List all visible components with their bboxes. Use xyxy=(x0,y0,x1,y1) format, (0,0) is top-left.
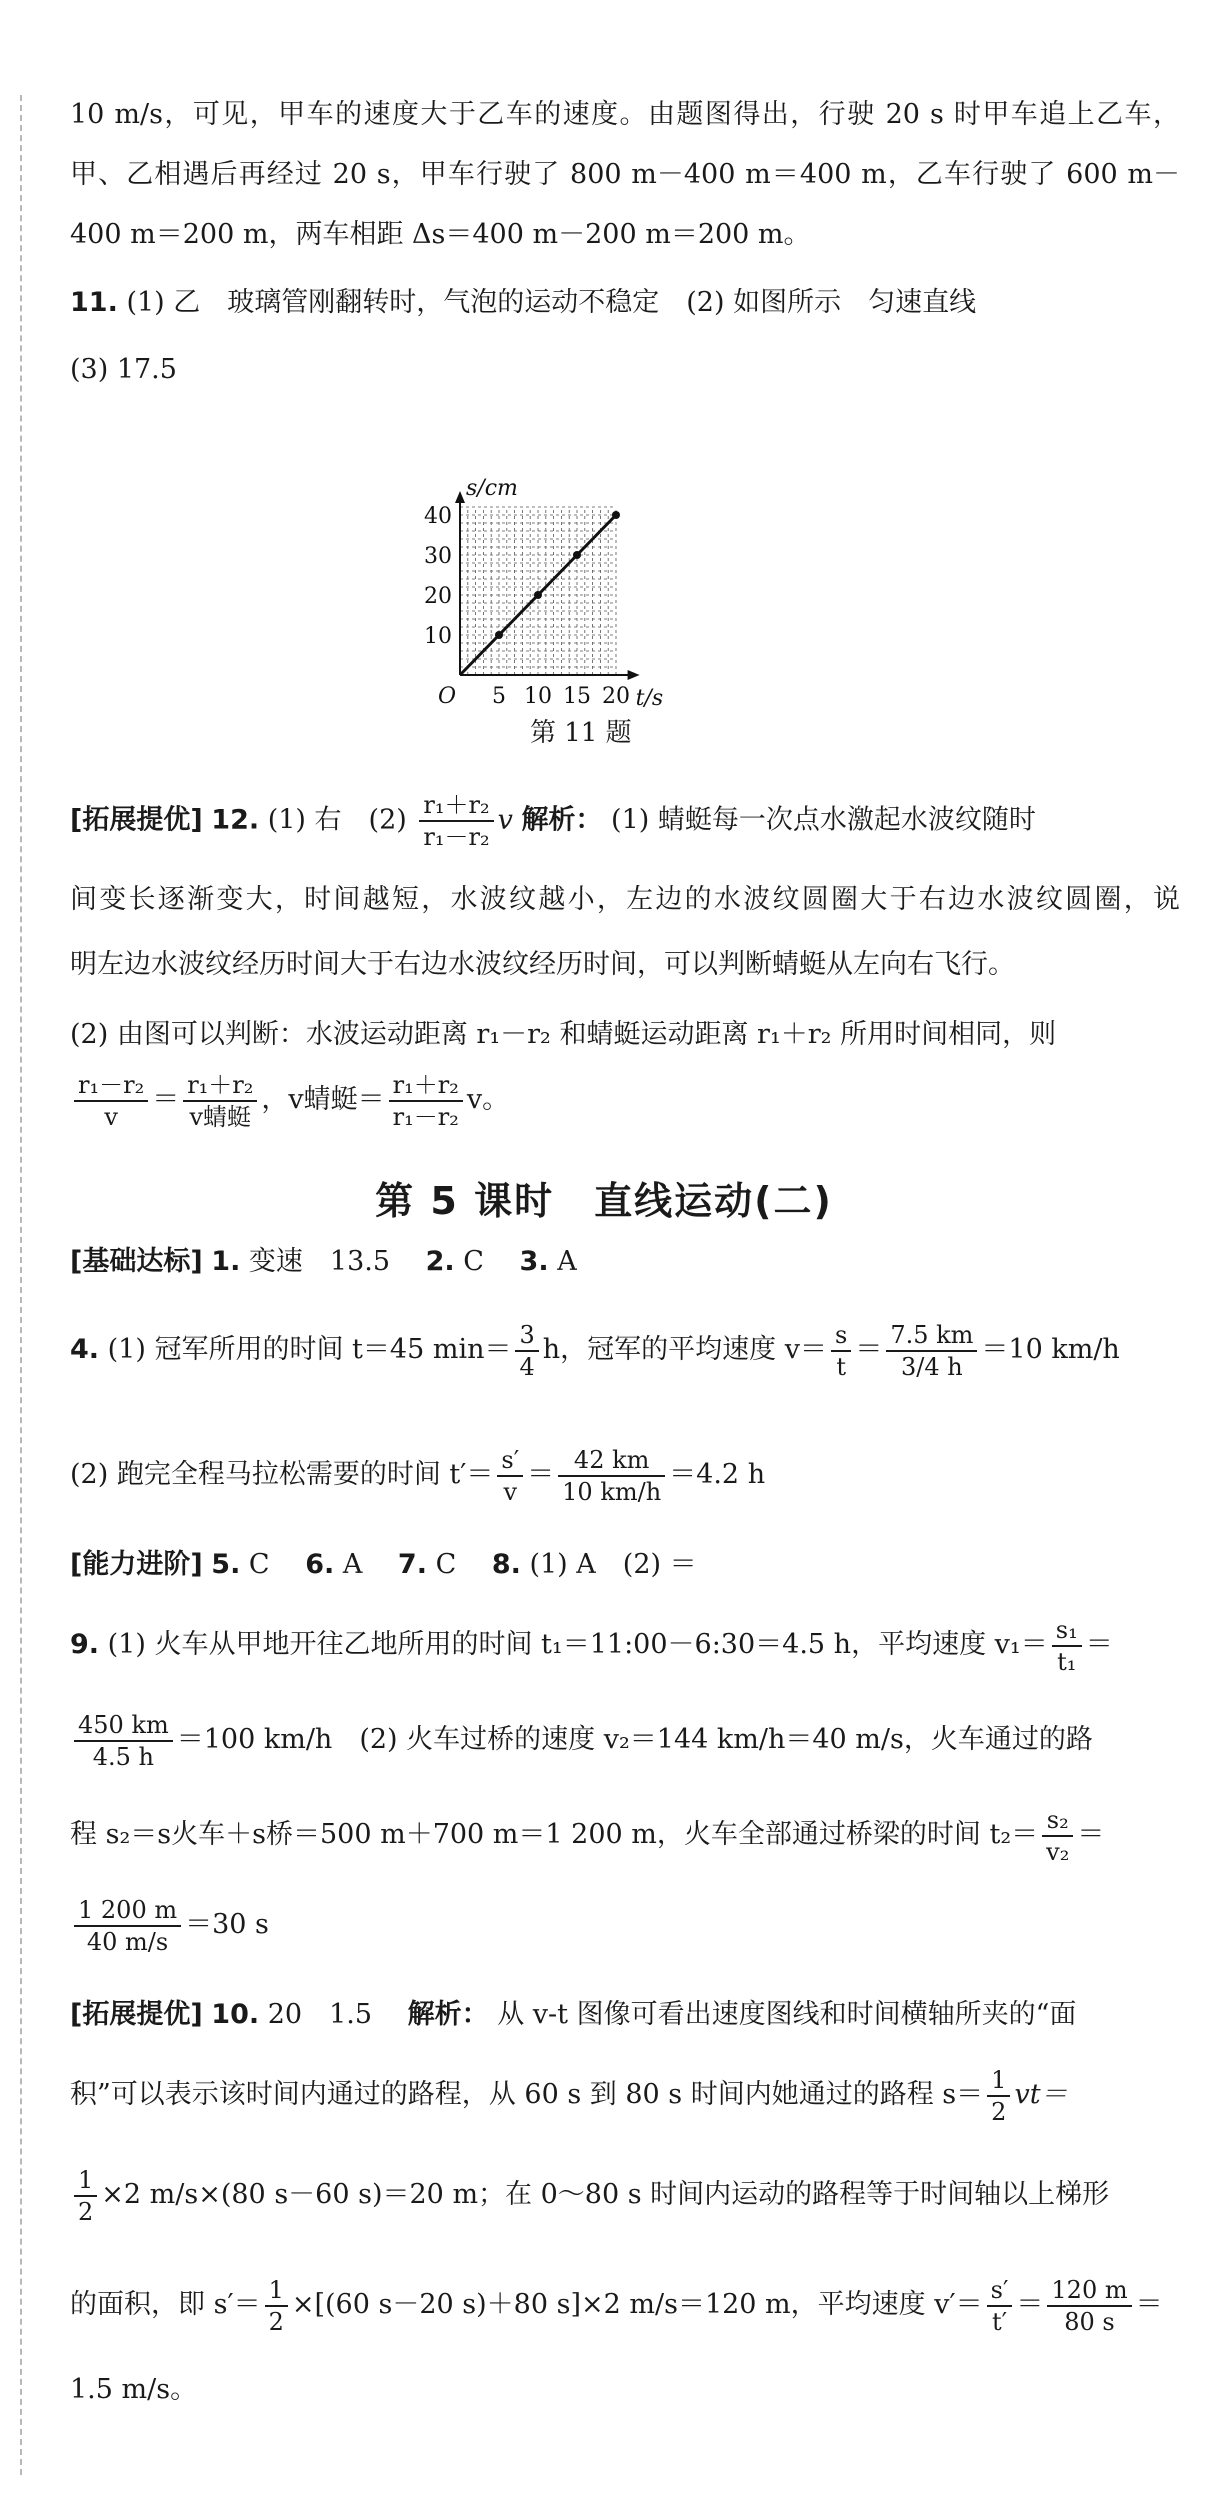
q9-part: 程 s₂＝s火车＋s桥＝500 m＋700 m＝1 200 m，火车全部通过桥梁的时间 t₂＝ xyxy=(70,1819,1039,1850)
q10-part: ×[(60 s－20 s)＋80 s]×2 m/s＝120 m，平均速度 v′＝ xyxy=(291,2289,983,2320)
answer: 变速 13.5 xyxy=(248,1246,418,1277)
origin-label: O xyxy=(438,684,457,709)
q4-part: h，冠军的平均速度 v＝ xyxy=(542,1334,827,1365)
section-tag: [基础达标] xyxy=(70,1246,203,1277)
fraction xyxy=(74,2165,97,2227)
fraction-denominator: v xyxy=(503,1477,518,1506)
fraction-numerator: 450 km xyxy=(74,1710,173,1742)
fraction-denominator: 2 xyxy=(78,2197,94,2226)
q9-part: ＝100 km/h (2) 火车过桥的速度 v₂＝144 km/h＝40 m/s，火车通过的路 xyxy=(176,1724,1093,1755)
data-point xyxy=(495,631,503,639)
fraction-numerator: r₁＋r₂ xyxy=(183,1070,257,1102)
y-tick-label: 40 xyxy=(424,504,452,529)
fraction-numerator: r₁＋r₂ xyxy=(419,790,493,822)
fraction xyxy=(831,1320,851,1382)
fraction-denominator: t₁ xyxy=(1057,1647,1077,1676)
text-line: (2) 由图可以判断：水波运动距离 r₁－r₂ 和蜻蜓运动距离 r₁＋r₂ 所用时间相同，则 xyxy=(70,1019,1057,1050)
fraction-denominator: t xyxy=(836,1352,846,1381)
section-tag: [能力进阶] xyxy=(70,1549,203,1580)
eq-sep: ，v蜻蜓＝ xyxy=(261,1084,385,1115)
text-line: 间变长逐渐变大，时间越短，水波纹越小，左边的水波纹圆圈大于右边水波纹圆圈，说 xyxy=(70,884,1180,915)
fraction xyxy=(419,790,493,852)
fraction xyxy=(497,1445,523,1507)
q4-line2 xyxy=(70,1440,1180,1510)
fraction xyxy=(987,2275,1013,2337)
eq-end: v。 xyxy=(466,1084,510,1115)
q12-equation xyxy=(70,1065,1180,1135)
q9-line4 xyxy=(70,1890,1180,1960)
fraction-numerator: s₂ xyxy=(1042,1805,1073,1837)
y-tick-label: 10 xyxy=(424,624,452,649)
x-axis-arrow xyxy=(628,670,640,680)
q11-line2: (3) 17.5 xyxy=(70,354,177,385)
fraction-numerator: 7.5 km xyxy=(886,1320,977,1352)
q10-line1 xyxy=(70,1995,1180,2035)
q9-line1 xyxy=(70,1610,1180,1680)
fraction-denominator: r₁－r₂ xyxy=(423,823,490,851)
equals: ＝ xyxy=(152,1084,180,1115)
fraction xyxy=(515,1320,538,1382)
equals: ＝ xyxy=(1016,2289,1044,2320)
q12-number: 12. xyxy=(211,804,260,836)
q10-line3 xyxy=(70,2160,1180,2230)
y-tick-label: 20 xyxy=(424,584,452,609)
fraction-denominator: 2 xyxy=(991,2097,1007,2126)
fraction xyxy=(74,1710,173,1772)
text-line: 400 m＝200 m，两车相距 Δs＝400 m－200 m＝200 m。 xyxy=(70,219,811,250)
fraction xyxy=(1052,1615,1082,1677)
fraction-denominator: 4.5 h xyxy=(92,1742,154,1771)
q9-part: (1) 火车从甲地开往乙地所用的时间 t₁＝11:00－6:30＝4.5 h，平均速度 v₁＝ xyxy=(107,1629,1048,1660)
section-tag: [拓展提优] xyxy=(70,1999,203,2030)
fraction-numerator: 3 xyxy=(515,1320,538,1352)
fraction-denominator: 4 xyxy=(519,1352,535,1381)
fraction-numerator: r₁＋r₂ xyxy=(389,1070,463,1102)
q-number: 5. xyxy=(211,1549,241,1580)
fraction xyxy=(265,2275,288,2337)
q11-number: 11. xyxy=(70,287,118,318)
fraction-denominator: 3/4 h xyxy=(901,1352,963,1381)
fraction-numerator: r₁－r₂ xyxy=(74,1070,148,1102)
x-tick-label: 20 xyxy=(602,684,630,709)
analysis-label: 解析： xyxy=(407,1999,489,2030)
q10-part: 的面积，即 s′＝ xyxy=(70,2289,261,2320)
q-number: 8. xyxy=(491,1549,521,1580)
fraction-numerator: s₁ xyxy=(1052,1615,1082,1647)
q4-part: ＝4.2 h xyxy=(669,1459,766,1490)
fraction-numerator: s′ xyxy=(987,2275,1013,2307)
q9-part: ＝30 s xyxy=(185,1909,269,1940)
ability-line xyxy=(70,1545,1180,1585)
q10-number: 10. xyxy=(211,1999,260,2030)
fraction-denominator: 40 m/s xyxy=(86,1927,169,1956)
q10-line2 xyxy=(70,2060,1180,2130)
text-line: 甲、乙相遇后再经过 20 s，甲车行驶了 800 m－400 m＝400 m，乙车行驶了 600 m－ xyxy=(70,159,1180,190)
q10-line5: 1.5 m/s。 xyxy=(70,2374,198,2405)
fraction-numerator: s′ xyxy=(497,1445,523,1477)
data-point xyxy=(534,591,542,599)
q9-line2 xyxy=(70,1705,1180,1775)
q-number: 7. xyxy=(397,1549,427,1580)
q9-line3 xyxy=(70,1800,1180,1870)
fraction xyxy=(886,1320,977,1382)
fraction-denominator: v xyxy=(104,1102,118,1131)
fraction-denominator: t′ xyxy=(991,2307,1008,2336)
q4-part: (2) 跑完全程马拉松需要的时间 t′＝ xyxy=(70,1459,494,1490)
q11-answer: (1) 乙 玻璃管刚翻转时，气泡的运动不稳定 (2) 如图所示 匀速直线 xyxy=(126,287,977,318)
fraction-denominator: v₂ xyxy=(1046,1837,1070,1866)
q10-part: 从 v-t 图像可看出速度图线和时间横轴所夹的“面 xyxy=(497,1999,1077,2030)
data-point xyxy=(573,551,581,559)
fraction xyxy=(558,1445,665,1507)
y-axis-label: s/cm xyxy=(466,476,518,501)
fraction-denominator: r₁－r₂ xyxy=(392,1102,459,1131)
fraction-denominator: 80 s xyxy=(1064,2307,1115,2336)
fraction-numerator: 1 xyxy=(265,2275,288,2307)
equals: ＝ xyxy=(1085,1629,1113,1660)
figure-caption: 第 11 题 xyxy=(530,718,632,748)
q-number: 2. xyxy=(425,1246,455,1277)
y-tick-label: 30 xyxy=(424,544,452,569)
q-number: 1. xyxy=(211,1246,241,1277)
fraction-denominator: 10 km/h xyxy=(562,1477,662,1506)
fraction xyxy=(74,1895,181,1957)
answer: A xyxy=(557,1246,577,1277)
q12-part1: (1) 右 (2) xyxy=(267,804,407,836)
q4-part: (1) 冠军所用的时间 t＝45 min＝ xyxy=(107,1334,512,1365)
fraction-numerator: 1 200 m xyxy=(74,1895,181,1927)
answer: 20 1.5 xyxy=(267,1999,400,2030)
fraction-numerator: s xyxy=(831,1320,851,1352)
equals: ＝ xyxy=(1077,1819,1105,1850)
fraction-denominator: 2 xyxy=(268,2307,284,2336)
q4-line1 xyxy=(70,1300,1180,1400)
fraction-numerator: 1 xyxy=(74,2165,97,2197)
answer: A xyxy=(342,1549,390,1580)
x-tick-label: 10 xyxy=(524,684,552,709)
q-number: 3. xyxy=(519,1246,549,1277)
text-line: 10 m/s，可见，甲车的速度大于乙车的速度。由题图得出，行驶 20 s 时甲车追上乙车， xyxy=(70,99,1180,130)
data-point xyxy=(612,511,620,519)
q4-part: ＝10 km/h xyxy=(981,1334,1120,1365)
text-line: 明左边水波纹经历时间大于右边水波纹经历时间，可以判断蜻蜓从左向右飞行。 xyxy=(70,949,1015,980)
fraction xyxy=(183,1070,257,1132)
q12-line1 xyxy=(70,790,1180,852)
answer: (1) A (2) ＝ xyxy=(529,1549,697,1580)
section-title: 第 5 课时 直线运动(二) xyxy=(375,1179,833,1223)
x-tick-label: 5 xyxy=(492,684,506,709)
answer: C xyxy=(463,1246,511,1277)
equals: ＝ xyxy=(855,1334,883,1365)
q10-part: ×2 m/s×(80 s－60 s)＝20 m；在 0～80 s 时间内运动的路程等于时间轴以上梯形 xyxy=(101,2179,1110,2210)
fraction-denominator: v蜻蜓 xyxy=(189,1102,252,1131)
fraction xyxy=(1042,1805,1073,1867)
answer: C xyxy=(435,1549,484,1580)
fraction xyxy=(389,1070,463,1132)
x-axis-label: t/s xyxy=(635,686,664,710)
section-tag: [拓展提优] xyxy=(70,804,203,836)
graph-axes xyxy=(438,476,663,710)
analysis-label: 解析： xyxy=(521,804,603,836)
answer: C xyxy=(248,1549,297,1580)
q10-part: 积”可以表示该时间内通过的路程，从 60 s 到 80 s 时间内她通过的路程 s＝ xyxy=(70,2079,984,2110)
basic-line xyxy=(70,1242,1180,1282)
fraction xyxy=(987,2065,1010,2127)
graph-series xyxy=(460,511,620,675)
q11-line1 xyxy=(70,283,1180,323)
equals: ＝ xyxy=(1135,2289,1163,2320)
fraction xyxy=(74,1070,148,1132)
q10-line4 xyxy=(70,2270,1180,2340)
q-number: 6. xyxy=(305,1549,335,1580)
fraction-numerator: 1 xyxy=(987,2065,1010,2097)
equals: ＝ xyxy=(527,1459,555,1490)
q10-part: vt＝ xyxy=(1014,2079,1068,2110)
q12-part2: (1) 蜻蜓每一次点水激起水波纹随时 xyxy=(611,804,1036,836)
q9-number: 9. xyxy=(70,1629,100,1660)
y-axis-arrow xyxy=(455,491,465,503)
fraction-numerator: 42 km xyxy=(558,1445,665,1477)
var-v: v xyxy=(497,804,513,836)
q4-number: 4. xyxy=(70,1334,100,1365)
st-graph xyxy=(420,425,750,710)
x-tick-label: 15 xyxy=(563,684,591,709)
fraction-numerator: 120 m xyxy=(1047,2275,1131,2307)
fraction xyxy=(1047,2275,1131,2337)
page-edge-dashes xyxy=(20,95,22,2475)
